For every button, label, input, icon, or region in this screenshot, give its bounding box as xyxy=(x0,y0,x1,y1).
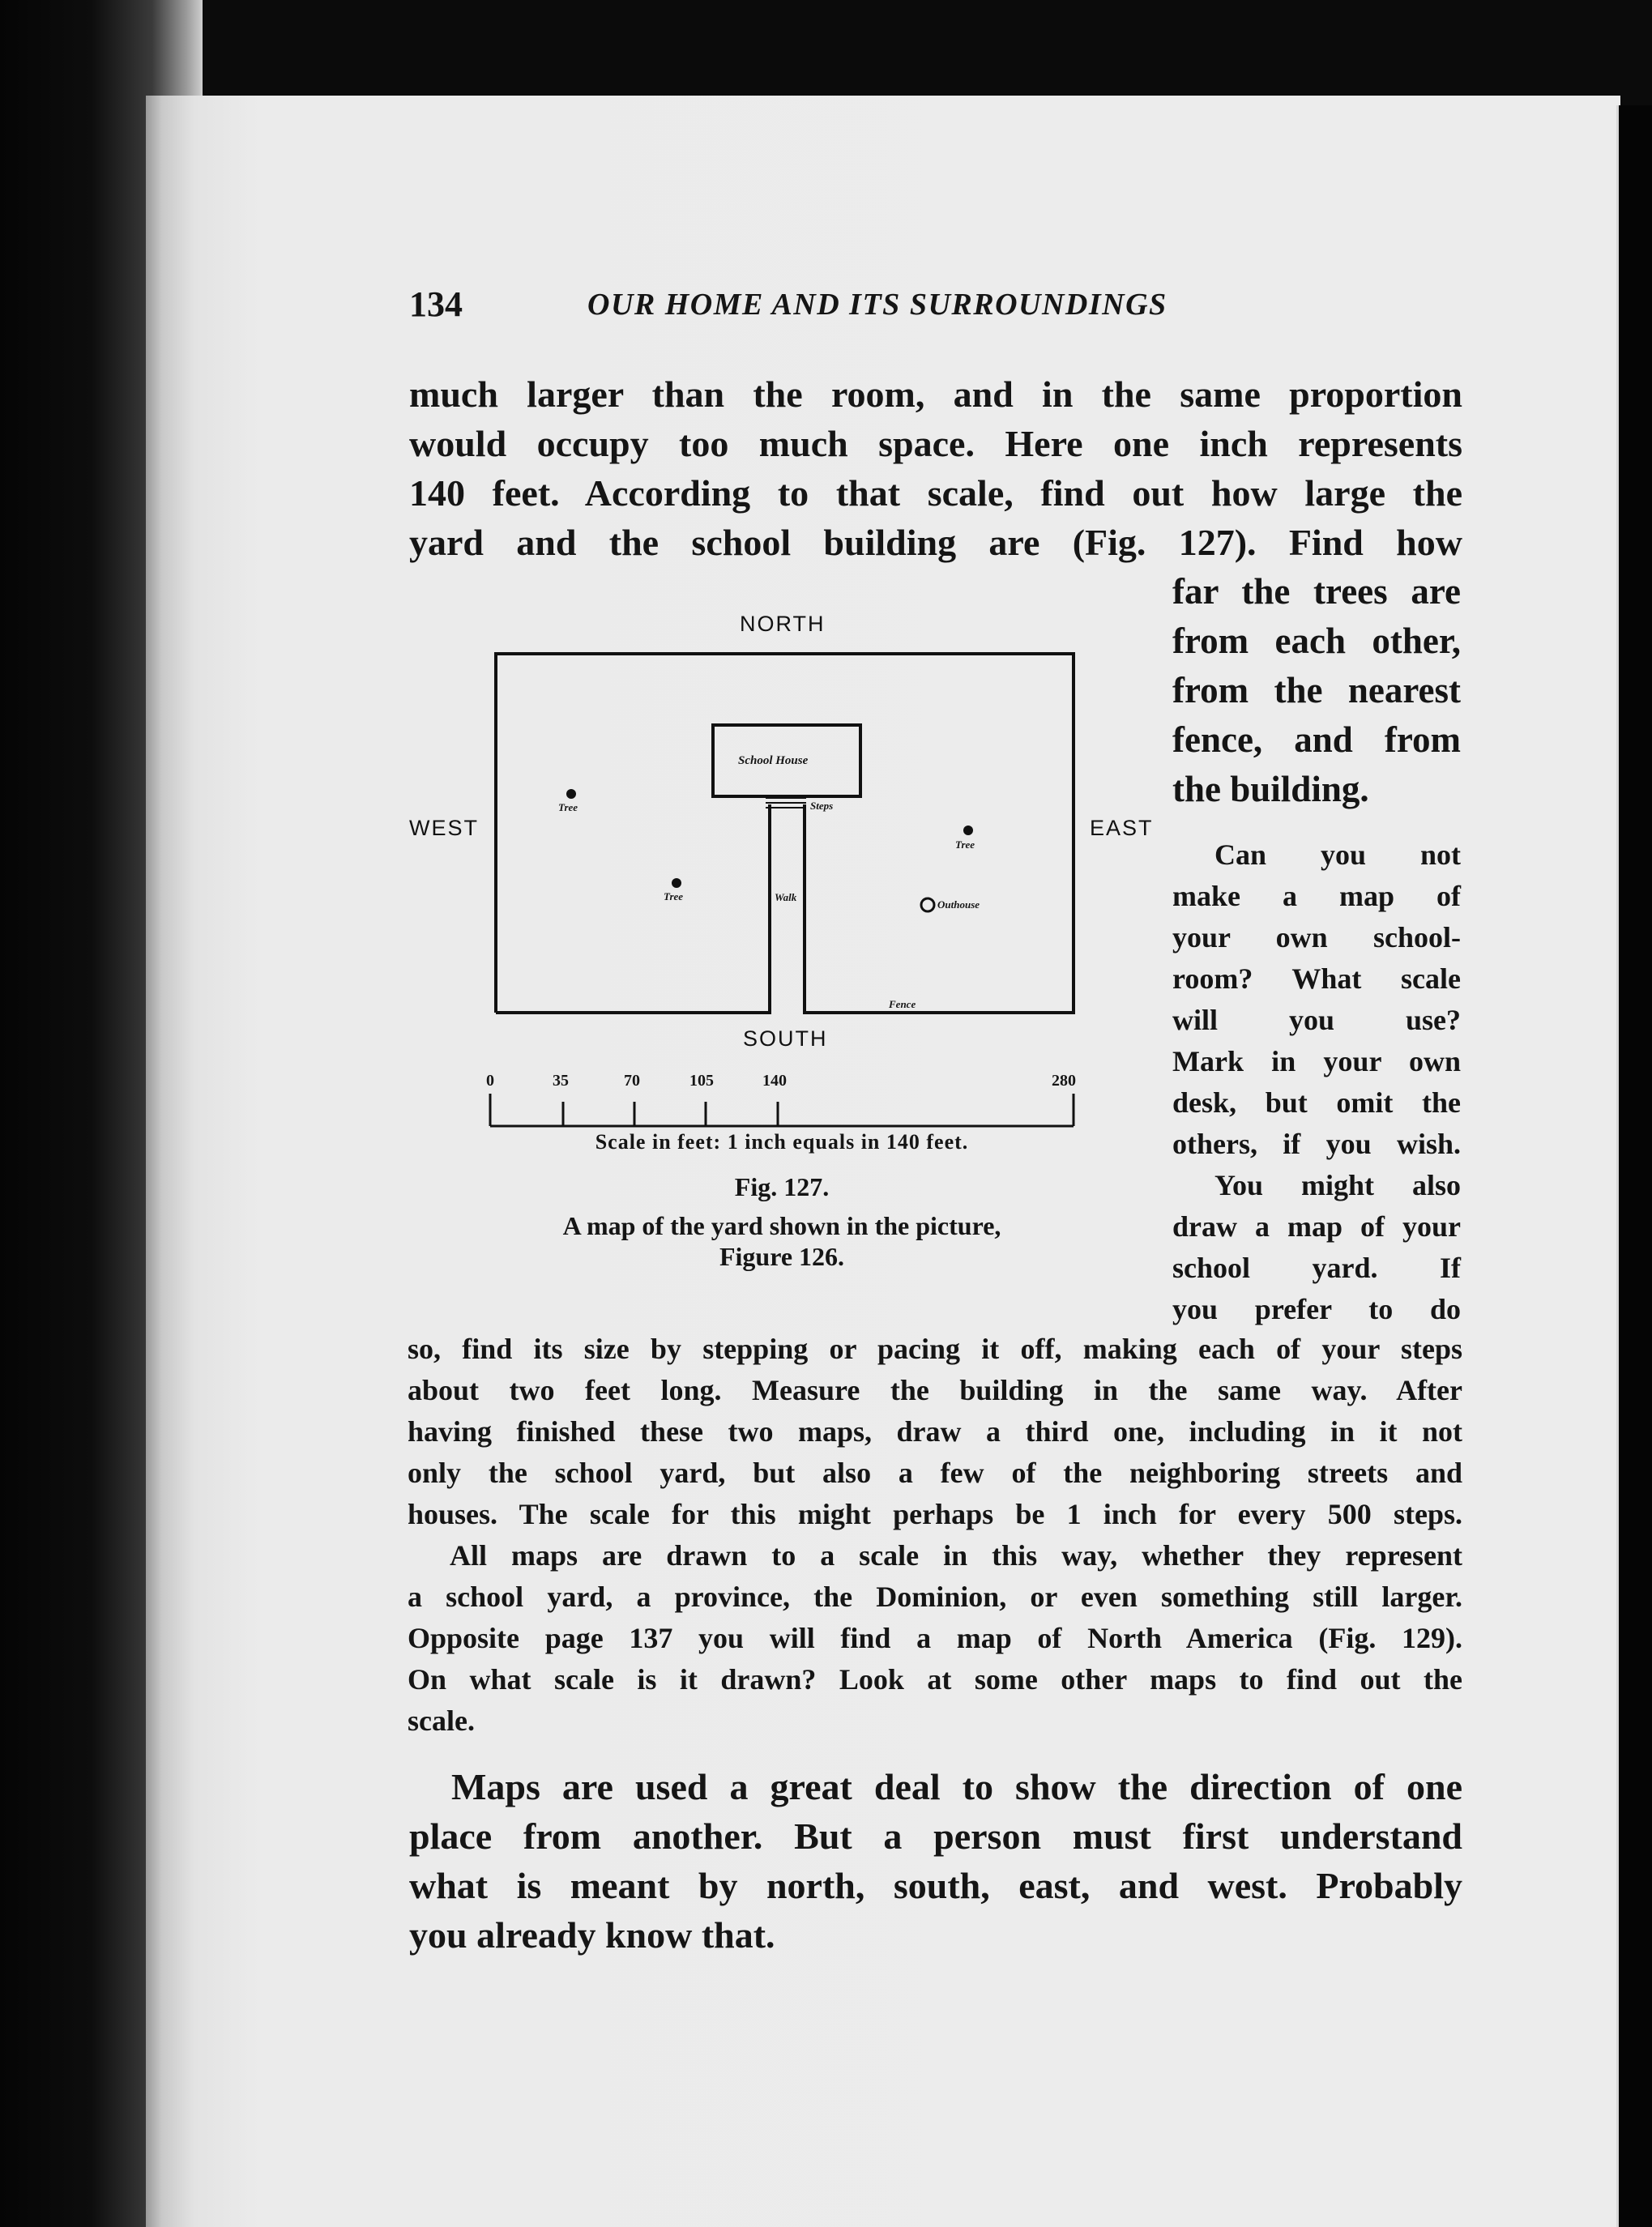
scale-tick-label: 105 xyxy=(689,1072,714,1090)
side-text-large xyxy=(1172,567,1461,814)
tree-marker xyxy=(672,878,681,888)
text-line: desk, but omit the xyxy=(1172,1086,1461,1119)
scale-tick-label: 0 xyxy=(486,1072,494,1090)
figure-number: Fig. 127. xyxy=(734,1172,830,1201)
scale-bar xyxy=(490,1094,1074,1126)
text-line: Can you not xyxy=(1214,838,1461,871)
text-line: Opposite page 137 you will find a map of North America (Fig. 129). xyxy=(408,1622,1462,1654)
south-label: SOUTH xyxy=(743,1026,828,1051)
fence-west-south xyxy=(496,804,770,1013)
figure-caption-line2: Figure 126. xyxy=(719,1242,845,1271)
text-line: so, find its size by stepping or pacing it off, making each of your steps xyxy=(408,1333,1462,1365)
running-title: OUR HOME AND ITS SURROUNDINGS xyxy=(587,288,1167,322)
text-line: you prefer to do xyxy=(1172,1293,1461,1325)
text-line: houses. The scale for this might perhaps be 1 inch for every 500 steps. xyxy=(408,1498,1462,1530)
scale-caption: Scale in feet: 1 inch equals in 140 feet. xyxy=(595,1130,969,1154)
text-line: All maps are drawn to a scale in this way, whether they represent xyxy=(450,1539,1462,1572)
text-line: about two feet long. Measure the building in the same way. After xyxy=(408,1374,1462,1406)
scale-tick-label: 280 xyxy=(1052,1072,1076,1090)
text-line: Mark in your own xyxy=(1172,1045,1461,1077)
small-paragraph-2 xyxy=(408,1535,1462,1742)
text-line: make a map of xyxy=(1172,880,1461,912)
text-line: you already know that. xyxy=(409,1914,775,1956)
text-line: scale. xyxy=(408,1704,475,1737)
facing-page-shadow xyxy=(1619,105,1652,2227)
text-line: yard and the school building are (Fig. 127). Find how xyxy=(409,522,1462,563)
text-line: a school yard, a province, the Dominion, or even something still larger. xyxy=(408,1581,1462,1613)
tree-label: Tree xyxy=(955,838,975,851)
outhouse-label: Outhouse xyxy=(937,898,980,911)
text-line: draw a map of your xyxy=(1172,1210,1461,1243)
text-line: only the school yard, but also a few of the neighboring streets and xyxy=(408,1457,1462,1489)
text-line: much larger than the room, and in the same proportion xyxy=(409,373,1462,415)
tree-label: Tree xyxy=(664,890,684,902)
text-line: others, if you wish. xyxy=(1172,1128,1461,1160)
fence-label: Fence xyxy=(889,998,916,1010)
tree-marker xyxy=(963,826,973,835)
tree-label: Tree xyxy=(558,801,578,813)
scale-tick-label: 35 xyxy=(553,1072,569,1090)
scale-tick-label: 70 xyxy=(624,1072,640,1090)
text-line: fence, and from xyxy=(1172,719,1461,760)
text-line: would occupy too much space. Here one inch represents xyxy=(409,423,1462,464)
side-text-small xyxy=(1172,834,1461,1330)
text-line: from the nearest xyxy=(1172,670,1461,710)
figure-caption-line1: A map of the yard shown in the picture, xyxy=(562,1211,1001,1240)
fence-outline xyxy=(496,654,1074,1013)
running-header xyxy=(409,284,1462,332)
north-label: NORTH xyxy=(740,612,826,636)
tree-marker xyxy=(566,789,576,799)
small-paragraph xyxy=(408,1329,1462,1535)
final-paragraph xyxy=(409,1762,1462,1960)
text-line: will you use? xyxy=(1172,1004,1461,1036)
text-line: the building. xyxy=(1172,769,1369,809)
outhouse-marker xyxy=(921,898,934,911)
figure-127 xyxy=(409,595,1171,1325)
east-label: EAST xyxy=(1090,816,1154,840)
text-line: On what scale is it drawn? Look at some other maps to find out the xyxy=(408,1663,1462,1696)
text-line: school yard. If xyxy=(1172,1252,1461,1284)
steps-label: Steps xyxy=(810,800,834,812)
text-line: what is meant by north, south, east, and west. Probably xyxy=(409,1865,1462,1906)
text-line: place from another. But a person must first understand xyxy=(409,1815,1462,1857)
text-line: far the trees are xyxy=(1172,571,1461,612)
walk-label: Walk xyxy=(775,891,797,903)
text-line: from each other, xyxy=(1172,621,1461,661)
text-line: having finished these two maps, draw a third one, including in it not xyxy=(408,1415,1462,1448)
text-line: your own school- xyxy=(1172,921,1461,954)
page-number: 134 xyxy=(409,284,463,324)
scale-tick-label: 140 xyxy=(762,1072,787,1090)
text-line: Maps are used a great deal to show the direction of one xyxy=(451,1766,1462,1807)
school-house-label: School House xyxy=(738,754,809,767)
steps xyxy=(766,798,806,808)
west-label: WEST xyxy=(409,816,479,840)
text-line: You might also xyxy=(1214,1169,1461,1201)
text-line: 140 feet. According to that scale, find out how large the xyxy=(409,472,1462,514)
top-paragraph xyxy=(409,369,1462,567)
text-line: room? What scale xyxy=(1172,962,1461,995)
